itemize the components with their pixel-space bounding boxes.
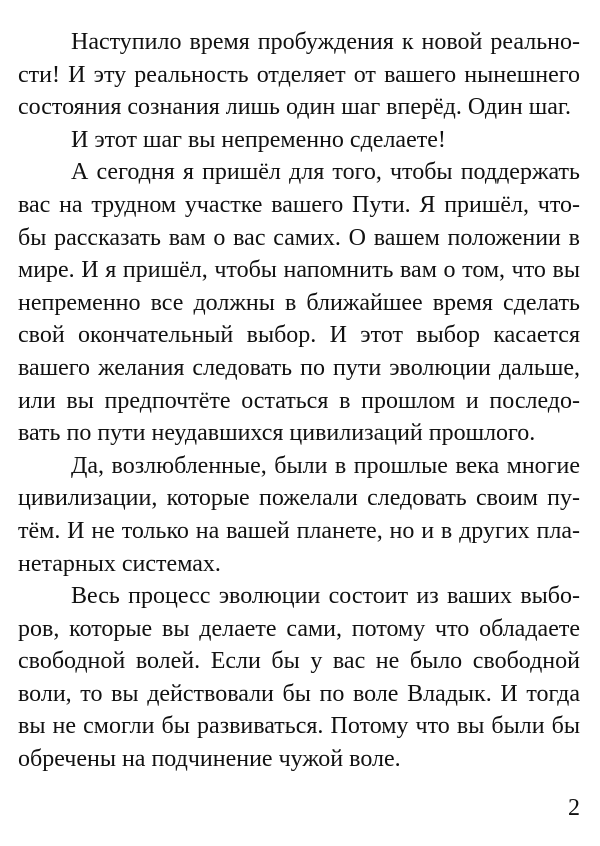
paragraph [18, 26, 580, 124]
text-line: непременно все должны в ближайшее время сделать [18, 289, 580, 316]
paragraph [18, 580, 580, 776]
text-line: цивилизации, которые пожелали следовать своим пу- [18, 485, 580, 512]
text-line: состояния сознания лишь один шаг вперёд. Один шаг. [18, 94, 572, 121]
text-line: И этот шаг вы непременно сделаете! [71, 126, 446, 153]
body-text [18, 26, 580, 776]
text-line: свободной волей. Если бы у вас не было свободной [18, 648, 580, 675]
text-line: мире. И я пришёл, чтобы напомнить вам о том, что вы [18, 257, 580, 284]
text-line: обречены на подчинение чужой воле. [18, 746, 401, 773]
text-line: ров, которые вы делаете сами, потому что обладаете [18, 615, 580, 642]
paragraph [18, 124, 580, 157]
paragraph [18, 450, 580, 580]
text-line: бы рассказать вам о вас самих. О вашем положении в [18, 224, 580, 251]
page-number: 2 [568, 795, 580, 821]
text-line: вас на трудном участке вашего Пути. Я пришёл, что- [18, 191, 580, 218]
text-line: воли, то вы действовали бы по воле Владык. И тогда [18, 680, 580, 707]
text-line: или вы предпочтёте остаться в прошлом и последо- [18, 387, 580, 414]
text-line: вать по пути неудавшихся цивилизаций прошлого. [18, 420, 536, 447]
text-line: Весь процесс эволюции состоит из ваших выбо- [71, 583, 580, 610]
text-line: вы не смогли бы развиваться. Потому что вы были бы [18, 713, 580, 740]
text-line: нетарных системах. [18, 550, 221, 577]
text-line: Наступило время пробуждения к новой реально- [71, 29, 580, 55]
text-line: сти! И эту реальность отделяет от вашего нынешнего [18, 61, 580, 88]
paragraph [18, 156, 580, 449]
text-line: Да, возлюбленные, были в прошлые века многие [71, 452, 580, 479]
text-line: вашего желания следовать по пути эволюции дальше, [18, 354, 580, 381]
text-line: А сегодня я пришёл для того, чтобы поддержать [71, 159, 580, 186]
text-line: тём. И не только на вашей планете, но и в других пла- [18, 517, 580, 544]
text-line: свой окончательный выбор. И этот выбор касается [18, 322, 580, 349]
